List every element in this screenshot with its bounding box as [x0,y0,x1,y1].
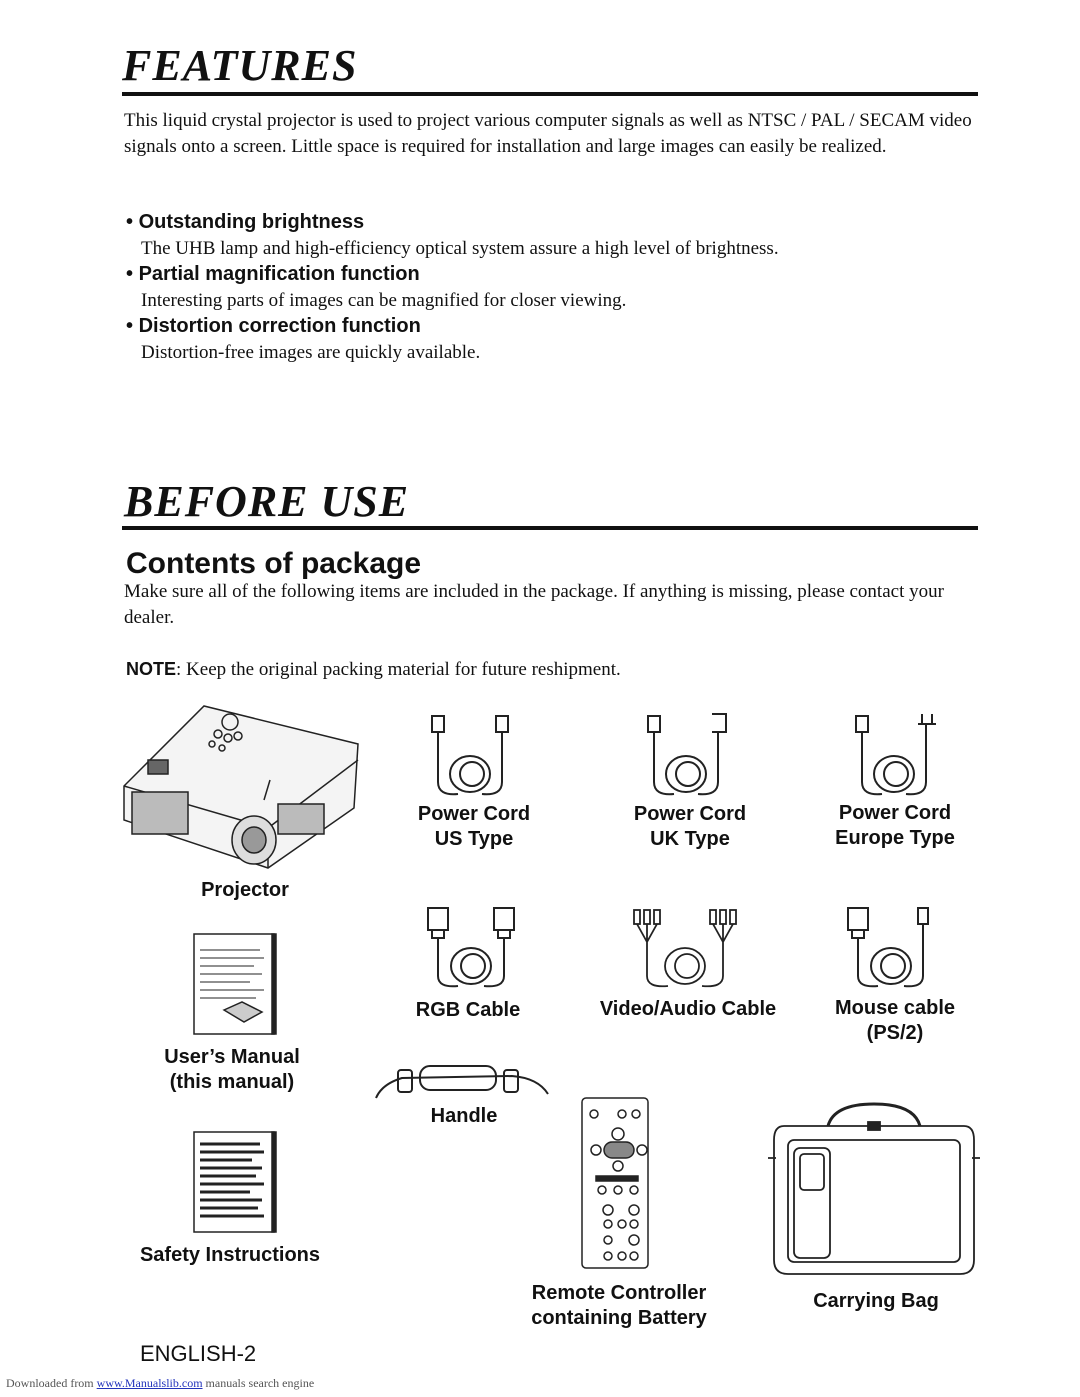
carrying-bag-icon [764,1100,984,1280]
power-cord-us-icon [426,710,516,800]
feature-item-distortion: • Distortion correction function Distortion-free images are quickly available. [126,315,480,366]
note-text: : Keep the original packing material for future reshipment. [176,659,621,680]
video-audio-cable-icon [630,902,740,992]
label-rgb-cable: RGB Cable [415,999,521,1021]
handle-icon [372,1058,552,1104]
package-intro: Make sure all of the following items are included in the package. If anything is missing, please contact your dealer. [124,581,944,628]
feature-heading: Outstanding brightness [138,211,365,233]
label-video-audio-cable: Video/Audio Cable [599,998,777,1020]
features-title: FEATURES [122,41,358,90]
note [126,656,621,683]
manualslib-link[interactable]: www.Manualslib.com [96,1376,203,1390]
label-handle: Handle [430,1105,498,1127]
manual-icon [190,930,280,1040]
label-users-manual: User’s Manual (this manual) [164,1046,300,1093]
feature-text: The UHB lamp and high-efficiency optical system assure a high level of brightness. [141,238,779,259]
before-use-rule [122,526,978,530]
mouse-cable-icon [844,902,944,992]
power-cord-uk-icon [642,710,732,800]
feature-heading: Partial magnification function [138,263,420,285]
rgb-cable-icon [424,902,524,992]
label-mouse-cable: Mouse cable (PS/2) [834,997,956,1044]
projector-illustration [118,700,368,870]
label-projector: Projector [201,879,289,901]
feature-item-brightness: • Outstanding brightness The UHB lamp and high-efficiency optical system assure a high level of brightness. [126,211,779,262]
feature-item-magnification: • Partial magnification function Interesting parts of images can be magnified for closer viewing. [126,263,626,314]
note-label: NOTE [126,659,177,679]
feature-text: Interesting parts of images can be magnified for closer viewing. [141,290,627,311]
before-use-title: BEFORE USE [124,477,410,526]
label-carrying-bag: Carrying Bag [813,1290,939,1312]
label-remote-controller: Remote Controller containing Battery [531,1282,707,1329]
download-footer: Downloaded from www.Manualslib.com manuals search engine [6,1376,315,1390]
features-intro: This liquid crystal projector is used to project various computer signals as well as NTSC / PAL / SECAM video signals onto a screen. Little space is required for installation and large images can easily be realized. [124,110,972,157]
remote-controller-icon [578,1094,652,1272]
power-cord-europe-icon [850,710,940,800]
feature-heading: Distortion correction function [138,315,421,337]
label-power-cord-us: Power Cord US Type [417,803,531,850]
features-rule [122,92,978,96]
label-safety-instructions: Safety Instructions [139,1244,321,1266]
label-power-cord-uk: Power Cord UK Type [633,803,747,850]
page-label: ENGLISH-2 [140,1341,257,1366]
feature-text: Distortion-free images are quickly available. [141,342,481,363]
contents-subtitle: Contents of package [126,547,422,580]
label-power-cord-europe: Power Cord Europe Type [835,802,955,849]
safety-instructions-icon [190,1128,280,1238]
